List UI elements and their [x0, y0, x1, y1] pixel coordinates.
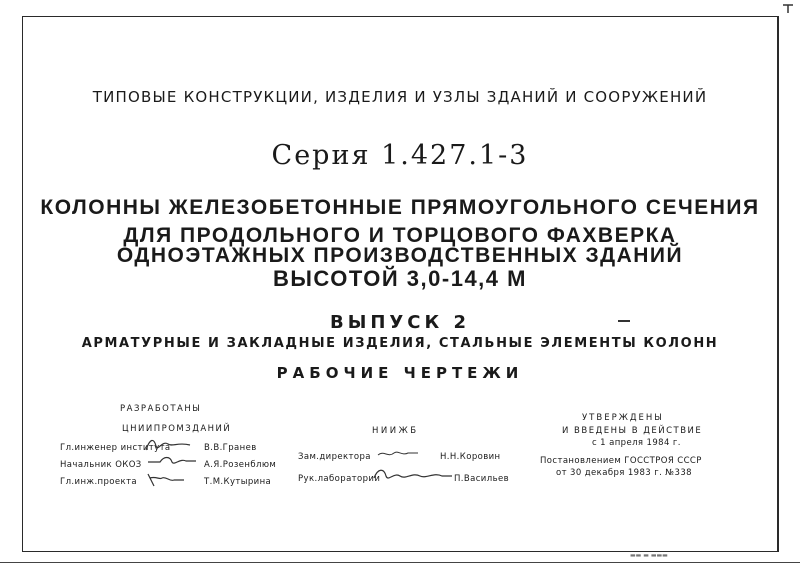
series-title: Серия 1.427.1-3 — [271, 140, 529, 171]
bottom-edge-line — [0, 562, 800, 563]
niizhb-name-1: Н.Н.Коровин — [440, 452, 501, 462]
approved-line-1: УТВЕРЖДЕНЫ — [582, 413, 664, 423]
issue-subtitle: АРМАТУРНЫЕ И ЗАКЛАДНЫЕ ИЗДЕЛИЯ, СТАЛЬНЫЕ ЭЛЕМЕНТЫ КОЛОНН — [81, 336, 719, 351]
dash-mark — [618, 320, 630, 322]
title-line-2: ДЛЯ ПРОДОЛЬНОГО И ТОРЦОВОГО ФАХВЕРКА — [123, 224, 677, 247]
developed-heading: РАЗРАБОТАНЫ — [120, 404, 202, 414]
niizhb-role-2: Рук.лаборатории — [298, 474, 381, 484]
niizhb-signature-1 — [376, 446, 420, 460]
developer-role-3: Гл.инж.проекта — [60, 477, 138, 487]
developer-name-2: А.Я.Розенблюм — [204, 460, 277, 470]
niizhb-signature-2 — [372, 466, 454, 484]
developer-role-2: Начальник ОКОЗ — [60, 460, 142, 470]
title-line-3: ОДНОЭТАЖНЫХ ПРОИЗВОДСТВЕННЫХ ЗДАНИЙ — [116, 244, 684, 267]
approved-line-5: от 30 декабря 1983 г. №338 — [556, 468, 692, 478]
approved-line-3: с 1 апреля 1984 г. — [592, 438, 681, 448]
signature-3 — [144, 470, 188, 488]
sheet-stamp-mark: ▬▬ ▬ ▬▬▬ — [630, 552, 668, 559]
developer-name-3: Т.М.Кутырина — [204, 477, 272, 487]
approved-line-2: И ВВЕДЕНЫ В ДЕЙСТВИЕ — [562, 426, 703, 436]
issue-number: ВЫПУСК 2 — [329, 312, 471, 333]
developer-name-1: В.В.Гранев — [204, 443, 257, 453]
niizhb-role-1: Зам.директора — [298, 452, 371, 462]
niizhb-org: НИИЖБ — [372, 426, 419, 436]
developer-role-1: Гл.инженер института — [60, 443, 171, 453]
developed-org: ЦНИИПРОМЗДАНИЙ — [122, 424, 232, 434]
header-line: ТИПОВЫЕ КОНСТРУКЦИИ, ИЗДЕЛИЯ И УЗЛЫ ЗДАНИЙ И СООРУЖЕНИЙ — [92, 88, 708, 106]
working-drawings: РАБОЧИЕ ЧЕРТЕЖИ — [276, 364, 524, 382]
title-line-4: ВЫСОТОЙ 3,0-14,4 М — [273, 266, 527, 291]
approved-line-4: Постановлением ГОССТРОЯ СССР — [540, 456, 702, 466]
corner-mark-icon — [782, 4, 794, 14]
signature-2 — [146, 452, 198, 468]
title-line-1: КОЛОННЫ ЖЕЛЕЗОБЕТОННЫЕ ПРЯМОУГОЛЬНОГО СЕЧЕНИЯ — [40, 196, 760, 219]
niizhb-name-2: П.Васильев — [454, 474, 510, 484]
